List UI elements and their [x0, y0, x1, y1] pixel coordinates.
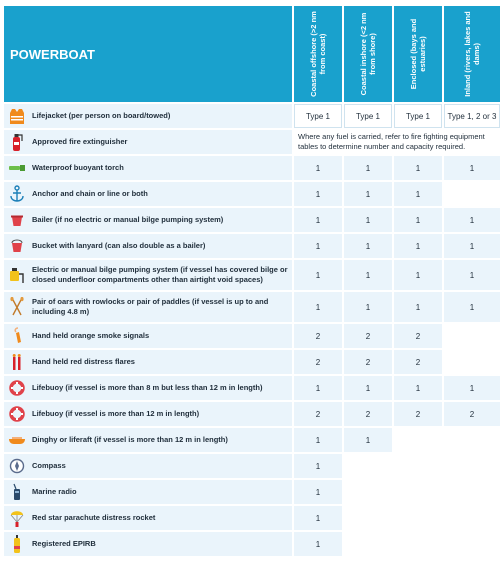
requirement-note: Where any fuel is carried, refer to fire fighting equipment tables to determine number and capacity required. [294, 130, 500, 154]
equipment-label-cell [4, 454, 292, 478]
bucket-icon [8, 236, 26, 256]
requirement-value [394, 454, 442, 478]
equipment-label: Lifejacket (per person on board/towed) [32, 111, 171, 120]
bilge-pump-icon [8, 265, 26, 285]
table-title: POWERBOAT [4, 6, 292, 102]
header-row [4, 6, 500, 102]
torch-icon [8, 158, 26, 178]
requirement-value: 2 [394, 350, 442, 374]
requirement-value: 2 [444, 402, 500, 426]
table-row [4, 182, 500, 206]
requirement-value: 1 [394, 182, 442, 206]
requirement-value: 1 [294, 156, 342, 180]
column-header-label: Enclosed (bays and estuaries) [409, 18, 427, 90]
requirement-value [444, 480, 500, 504]
requirement-value: 1 [394, 234, 442, 258]
equipment-label: Bucket with lanyard (can also double as a bailer) [32, 241, 206, 250]
requirement-value: 1 [344, 182, 392, 206]
requirement-value: 2 [294, 402, 342, 426]
requirement-value [394, 428, 442, 452]
requirement-value: 1 [294, 376, 342, 400]
requirement-value: 1 [294, 182, 342, 206]
epirb-icon [8, 534, 26, 554]
requirement-value: 1 [444, 156, 500, 180]
requirement-value [444, 350, 500, 374]
powerboat-equipment-table [2, 4, 502, 558]
table-row [4, 428, 500, 452]
equipment-label-cell [4, 402, 292, 426]
requirement-value: 1 [294, 480, 342, 504]
equipment-label: Waterproof buoyant torch [32, 163, 124, 172]
table-row [4, 532, 500, 556]
requirement-value: Type 1 [394, 104, 442, 128]
requirement-value [444, 182, 500, 206]
table-row [4, 506, 500, 530]
flare-icon [8, 352, 26, 372]
requirement-value: 1 [344, 292, 392, 322]
equipment-label: Red star parachute distress rocket [32, 513, 156, 522]
requirement-value: 1 [294, 454, 342, 478]
requirement-value: 1 [394, 260, 442, 290]
requirement-value: 1 [294, 234, 342, 258]
column-header-label: Coastal offshore (>2 nm from coast) [309, 11, 327, 97]
equipment-label-cell [4, 182, 292, 206]
requirement-value [394, 532, 442, 556]
equipment-label-cell [4, 260, 292, 290]
equipment-label: Pair of oars with rowlocks or pair of paddles (if vessel is up to and including 4.8 m) [32, 297, 269, 316]
requirement-value: 1 [444, 208, 500, 232]
requirement-value: 1 [444, 376, 500, 400]
requirement-value [444, 506, 500, 530]
table-row [4, 292, 500, 322]
equipment-label-cell [4, 506, 292, 530]
equipment-label-cell [4, 350, 292, 374]
column-header-inland [444, 6, 500, 102]
requirement-value [444, 454, 500, 478]
compass-icon [8, 456, 26, 476]
equipment-label-cell [4, 292, 292, 322]
requirement-value: 1 [344, 208, 392, 232]
equipment-table-container [2, 4, 498, 558]
equipment-label: Compass [32, 461, 66, 470]
dinghy-icon [8, 430, 26, 450]
requirement-value: 1 [394, 208, 442, 232]
requirement-value: Type 1 [294, 104, 342, 128]
equipment-label-cell [4, 480, 292, 504]
requirement-value: 1 [444, 234, 500, 258]
table-row [4, 402, 500, 426]
equipment-label: Hand held orange smoke signals [32, 331, 150, 340]
requirement-value: 1 [294, 260, 342, 290]
requirement-value: 1 [394, 376, 442, 400]
requirement-value: 1 [294, 428, 342, 452]
table-row [4, 234, 500, 258]
equipment-label: Dinghy or liferaft (if vessel is more than 12 m in length) [32, 435, 228, 444]
requirement-value [444, 324, 500, 348]
requirement-value: 1 [294, 506, 342, 530]
fire-extinguisher-icon [8, 132, 26, 152]
table-body [4, 104, 500, 556]
equipment-label-cell [4, 234, 292, 258]
equipment-label: Lifebuoy (if vessel is more than 12 m in length) [32, 409, 200, 418]
equipment-label-cell [4, 156, 292, 180]
requirement-value: Type 1 [344, 104, 392, 128]
equipment-label: Hand held red distress flares [32, 357, 135, 366]
radio-icon [8, 482, 26, 502]
requirement-value [344, 506, 392, 530]
requirement-value: 2 [344, 350, 392, 374]
table-row [4, 260, 500, 290]
table-row [4, 324, 500, 348]
requirement-value [344, 480, 392, 504]
table-row [4, 104, 500, 128]
requirement-value: 1 [294, 532, 342, 556]
table-row [4, 208, 500, 232]
lifebuoy-icon [8, 378, 26, 398]
equipment-label-cell [4, 130, 292, 154]
table-row [4, 376, 500, 400]
table-row [4, 480, 500, 504]
requirement-value [444, 532, 500, 556]
parachute-rocket-icon [8, 508, 26, 528]
column-header-coastal-offshore [294, 6, 342, 102]
requirement-value [444, 428, 500, 452]
column-header-coastal-inshore [344, 6, 392, 102]
equipment-label-cell [4, 376, 292, 400]
equipment-label-cell [4, 324, 292, 348]
equipment-label: Anchor and chain or line or both [32, 189, 148, 198]
lifejacket-icon [8, 106, 26, 126]
requirement-value: 1 [294, 208, 342, 232]
requirement-value: 1 [444, 260, 500, 290]
table-row [4, 130, 500, 154]
requirement-value: 1 [394, 156, 442, 180]
smoke-signal-icon [8, 326, 26, 346]
requirement-value: 1 [344, 376, 392, 400]
requirement-value: 1 [394, 292, 442, 322]
equipment-label-cell [4, 532, 292, 556]
requirement-value [394, 506, 442, 530]
equipment-label-cell [4, 208, 292, 232]
column-header-label: Coastal inshore (<2 nm from shore) [359, 12, 377, 96]
requirement-value: 1 [344, 260, 392, 290]
equipment-label: Approved fire extinguisher [32, 137, 128, 146]
requirement-value: 2 [394, 324, 442, 348]
requirement-value [344, 532, 392, 556]
equipment-label: Bailer (if no electric or manual bilge pumping system) [32, 215, 224, 224]
equipment-label-cell [4, 428, 292, 452]
requirement-value: 2 [294, 324, 342, 348]
equipment-label: Registered EPIRB [32, 539, 96, 548]
requirement-value: 1 [344, 234, 392, 258]
requirement-value: 2 [394, 402, 442, 426]
oars-icon [8, 297, 26, 317]
lifebuoy-icon [8, 404, 26, 424]
table-row [4, 350, 500, 374]
requirement-value: 1 [344, 428, 392, 452]
requirement-value: 2 [294, 350, 342, 374]
anchor-icon [8, 184, 26, 204]
equipment-label: Electric or manual bilge pumping system (if vessel has covered bilge or closed underfloor compartments other than airtight void spaces) [32, 265, 288, 284]
column-header-label: Inland (rivers, lakes and dams) [463, 11, 481, 97]
requirement-value [344, 454, 392, 478]
column-header-enclosed [394, 6, 442, 102]
requirement-value: 1 [444, 292, 500, 322]
requirement-value [394, 480, 442, 504]
requirement-value: 1 [294, 292, 342, 322]
equipment-label: Marine radio [32, 487, 77, 496]
requirement-value: Type 1, 2 or 3 [444, 104, 500, 128]
bailer-icon [8, 210, 26, 230]
table-row [4, 156, 500, 180]
requirement-value: 2 [344, 324, 392, 348]
requirement-value: 2 [344, 402, 392, 426]
equipment-label: Lifebuoy (if vessel is more than 8 m but less than 12 m in length) [32, 383, 263, 392]
table-row [4, 454, 500, 478]
requirement-value: 1 [344, 156, 392, 180]
equipment-label-cell [4, 104, 292, 128]
